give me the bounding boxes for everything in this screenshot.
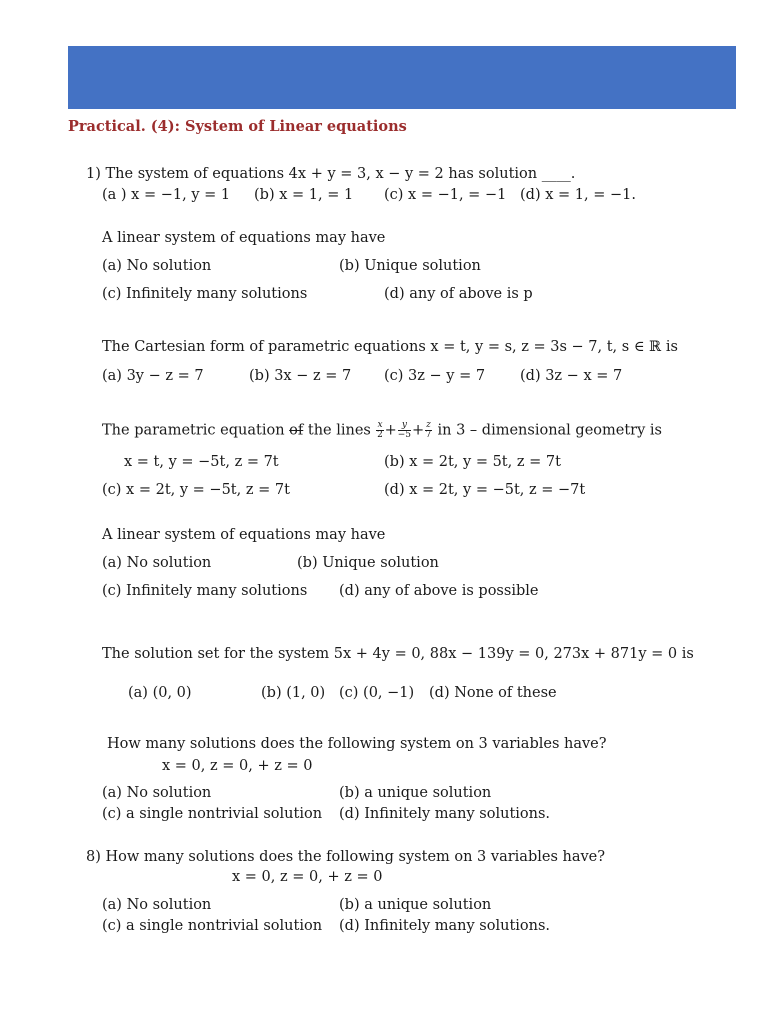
q1-option-c: (c) x = −1, = −1 [384, 187, 507, 203]
q5-option-a: (a) No solution [102, 555, 212, 571]
question-3-text: The Cartesian form of parametric equations x = t, y = s, z = 3s − 7, t, s ∈ ℝ is [102, 339, 678, 355]
q5-option-b: (b) Unique solution [297, 555, 439, 571]
q7-option-a: (a) No solution [102, 785, 212, 801]
q6-option-d: (d) None of these [429, 685, 557, 701]
q6-option-a: (a) (0, 0) [128, 685, 192, 701]
q8-option-c: (c) a single nontrivial solution [102, 918, 323, 934]
question-4-text: The parametric equation of the lines $\frac{x}{2}$ + $\frac{y}{-5}$ + $\frac{z}{7}$ in 3 – dimensional geometry is [102, 420, 662, 440]
q1-option-a: (a ) x = −1, y = 1 [102, 187, 231, 203]
q4-option-c: (c) x = 2t, y = −5t, z = 7t [102, 482, 290, 498]
q1-option-d: (d) x = 1, = −1. [520, 187, 636, 203]
q8-option-d: (d) Infinitely many solutions. [339, 918, 551, 934]
q8-option-a: (a) No solution [102, 897, 212, 913]
q4-option-d: (d) x = 2t, y = −5t, z = −7t [384, 482, 586, 498]
q2-option-d: (d) any of above is p [384, 286, 533, 302]
question-1 [86, 165, 575, 183]
question-8 [86, 848, 605, 866]
q7-option-b: (b) a unique solution [339, 785, 492, 801]
q7-option-c: (c) a single nontrivial solution [102, 806, 323, 822]
question-7-text: How many solutions does the following system on 3 variables have? [107, 736, 607, 752]
fraction-z-over-7: $\frac{z}{7}$ [425, 420, 432, 440]
q2-option-c: (c) Infinitely many solutions [102, 286, 308, 302]
page-title: Practical. (4): System of Linear equations [68, 118, 407, 135]
q7-option-d: (d) Infinitely many solutions. [339, 806, 551, 822]
q4-option-b: (b) x = 2t, y = 5t, z = 7t [384, 454, 561, 470]
q8-system: x = 0, z = 0, + z = 0 [232, 869, 383, 885]
q3-option-d: (d) 3z − x = 7 [520, 368, 623, 384]
q3-option-a: (a) 3y − z = 7 [102, 368, 204, 384]
question-number: 8) [86, 849, 101, 865]
question-text: How many solutions does the following system on 3 variables have? [105, 849, 606, 865]
fraction-y-over-neg5: $\frac{y}{-5}$ [397, 420, 411, 440]
q2-option-b: (b) Unique solution [339, 258, 481, 274]
q7-system: x = 0, z = 0, + z = 0 [162, 758, 313, 774]
question-text: The system of equations 4x + y = 3, x − y = 2 has solution ____. [105, 166, 576, 182]
q6-option-c: (c) (0, −1) [339, 685, 415, 701]
q6-option-b: (b) (1, 0) [261, 685, 326, 701]
q3-option-b: (b) 3x − z = 7 [249, 368, 352, 384]
question-2-text: A linear system of equations may have [102, 230, 386, 246]
question-number: 1) [86, 166, 101, 182]
header-banner [68, 46, 736, 109]
q1-option-b: (b) x = 1, = 1 [254, 187, 354, 203]
question-6-text: The solution set for the system 5x + 4y = 0, 88x − 139y = 0, 273x + 871y = 0 is [102, 646, 694, 662]
q2-option-a: (a) No solution [102, 258, 212, 274]
q4-option-a: x = t, y = −5t, z = 7t [124, 454, 279, 470]
fraction-x-over-2: $\frac{x}{2}$ [377, 420, 383, 440]
question-5-text: A linear system of equations may have [102, 527, 386, 543]
q5-option-d: (d) any of above is possible [339, 583, 539, 599]
q8-option-b: (b) a unique solution [339, 897, 492, 913]
q3-option-c: (c) 3z − y = 7 [384, 368, 486, 384]
q5-option-c: (c) Infinitely many solutions [102, 583, 308, 599]
